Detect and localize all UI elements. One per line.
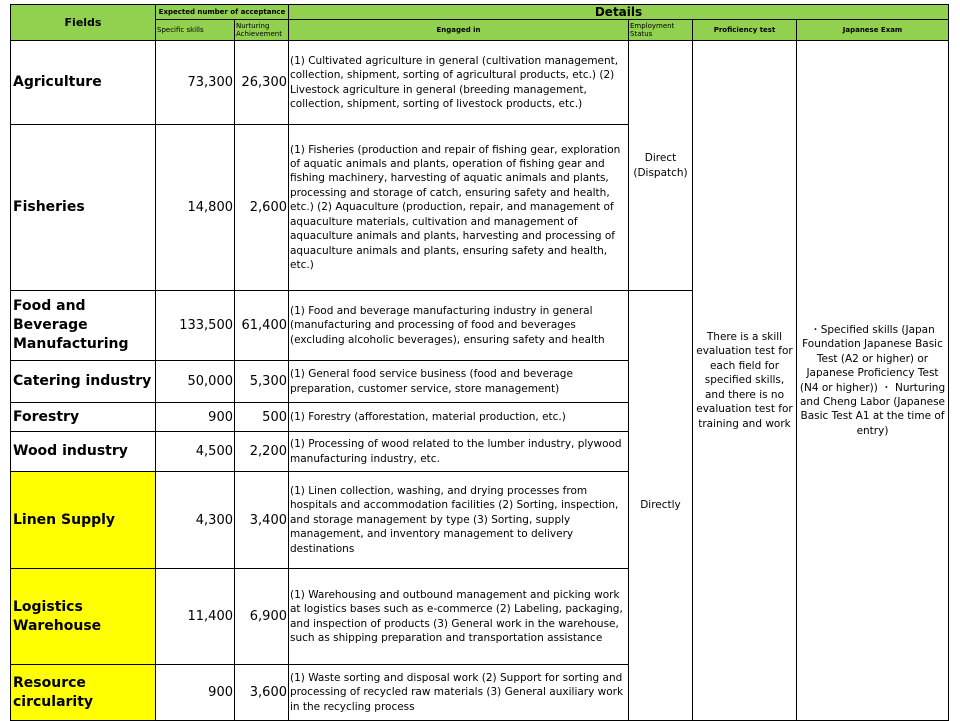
header-specific: Specific skills (156, 20, 235, 41)
nurturing-count: 26,300 (235, 41, 289, 125)
specific-count: 900 (156, 403, 235, 432)
engaged-text: (1) General food service business (food and beverage preparation, customer service, store management) (289, 361, 629, 403)
nurturing-count: 61,400 (235, 291, 289, 361)
specific-count: 900 (156, 665, 235, 721)
nurturing-count: 3,400 (235, 472, 289, 569)
engaged-text: (1) Warehousing and outbound management and picking work at logistics bases such as e-commerce (2) Labeling, packaging, and inspection of products (3) General work in the warehouse, such as shipping preparation and transportation assistance (289, 569, 629, 665)
table-row (11, 41, 949, 125)
field-name: Logistics Warehouse (11, 569, 156, 665)
field-name: Food and Beverage Manufacturing (11, 291, 156, 361)
nurturing-count: 2,600 (235, 125, 289, 291)
specific-count: 4,500 (156, 432, 235, 472)
engaged-text: (1) Forestry (afforestation, material production, etc.) (289, 403, 629, 432)
specific-count: 14,800 (156, 125, 235, 291)
field-name: Forestry (11, 403, 156, 432)
header-expected: Expected number of acceptance (156, 5, 289, 20)
header-details: Details (289, 5, 949, 20)
header-engaged: Engaged in (289, 20, 629, 41)
specific-count: 11,400 (156, 569, 235, 665)
field-name: Fisheries (11, 125, 156, 291)
engaged-text: (1) Waste sorting and disposal work (2) Support for sorting and processing of recycled raw materials (3) General auxiliary work in the recycling process (289, 665, 629, 721)
field-name: Linen Supply (11, 472, 156, 569)
specific-count: 50,000 (156, 361, 235, 403)
nurturing-count: 3,600 (235, 665, 289, 721)
engaged-text: (1) Processing of wood related to the lumber industry, plywood manufacturing industry, etc. (289, 432, 629, 472)
specific-count: 133,500 (156, 291, 235, 361)
engaged-text: (1) Fisheries (production and repair of fishing gear, exploration of aquatic animals and plants, operation of fishing gear and fishing machinery, harvesting of aquatic animals and plants, processing and storage of catch, ensuring safety and health, etc.) (2) Aquaculture (production, repair, and management of aquaculture materials, cultivation and management of aquaculture animals and plants, harvesting and processing of aquaculture animals and plants, ensuring safety and health, etc.) (289, 125, 629, 291)
employment-status-dispatch: Direct (Dispatch) (629, 41, 693, 291)
proficiency-text: There is a skill evaluation test for each field for specified skills, and there is no evaluation test for training and work (693, 41, 797, 721)
engaged-text: (1) Cultivated agriculture in general (cultivation management, collection, shipment, sorting of agricultural products, etc.) (2) Livestock agriculture in general (breeding management, collection, shipment, sorting of livestock products, etc.) (289, 41, 629, 125)
nurturing-count: 5,300 (235, 361, 289, 403)
specific-count: 4,300 (156, 472, 235, 569)
header-employment: Employment Status (629, 20, 693, 41)
header-japanese: Japanese Exam (797, 20, 949, 41)
nurturing-count: 500 (235, 403, 289, 432)
specific-count: 73,300 (156, 41, 235, 125)
field-name: Catering industry (11, 361, 156, 403)
engaged-text: (1) Linen collection, washing, and drying processes from hospitals and accommodation facilities (2) Sorting, inspection, and storage management by type (3) Sorting, supply management, and inventory management to delivery destinations (289, 472, 629, 569)
nurturing-count: 6,900 (235, 569, 289, 665)
header-nurturing: Nurturing Achievement (235, 20, 289, 41)
acceptance-table (10, 4, 949, 721)
header-proficiency: Proficiency test (693, 20, 797, 41)
japanese-text: ・Specified skills (Japan Foundation Japanese Basic Test (A2 or higher) or Japanese Proficiency Test (N4 or higher)) ・ Nurturing and Cheng Labor (Japanese Basic Test A1 at the time of entry) (797, 41, 949, 721)
engaged-text: (1) Food and beverage manufacturing industry in general (manufacturing and processing of food and beverages (excluding alcoholic beverages), ensuring safety and health (289, 291, 629, 361)
employment-status-direct: Directly (629, 291, 693, 721)
field-name: Wood industry (11, 432, 156, 472)
header-fields: Fields (11, 5, 156, 41)
field-name: Agriculture (11, 41, 156, 125)
nurturing-count: 2,200 (235, 432, 289, 472)
field-name: Resource circularity (11, 665, 156, 721)
